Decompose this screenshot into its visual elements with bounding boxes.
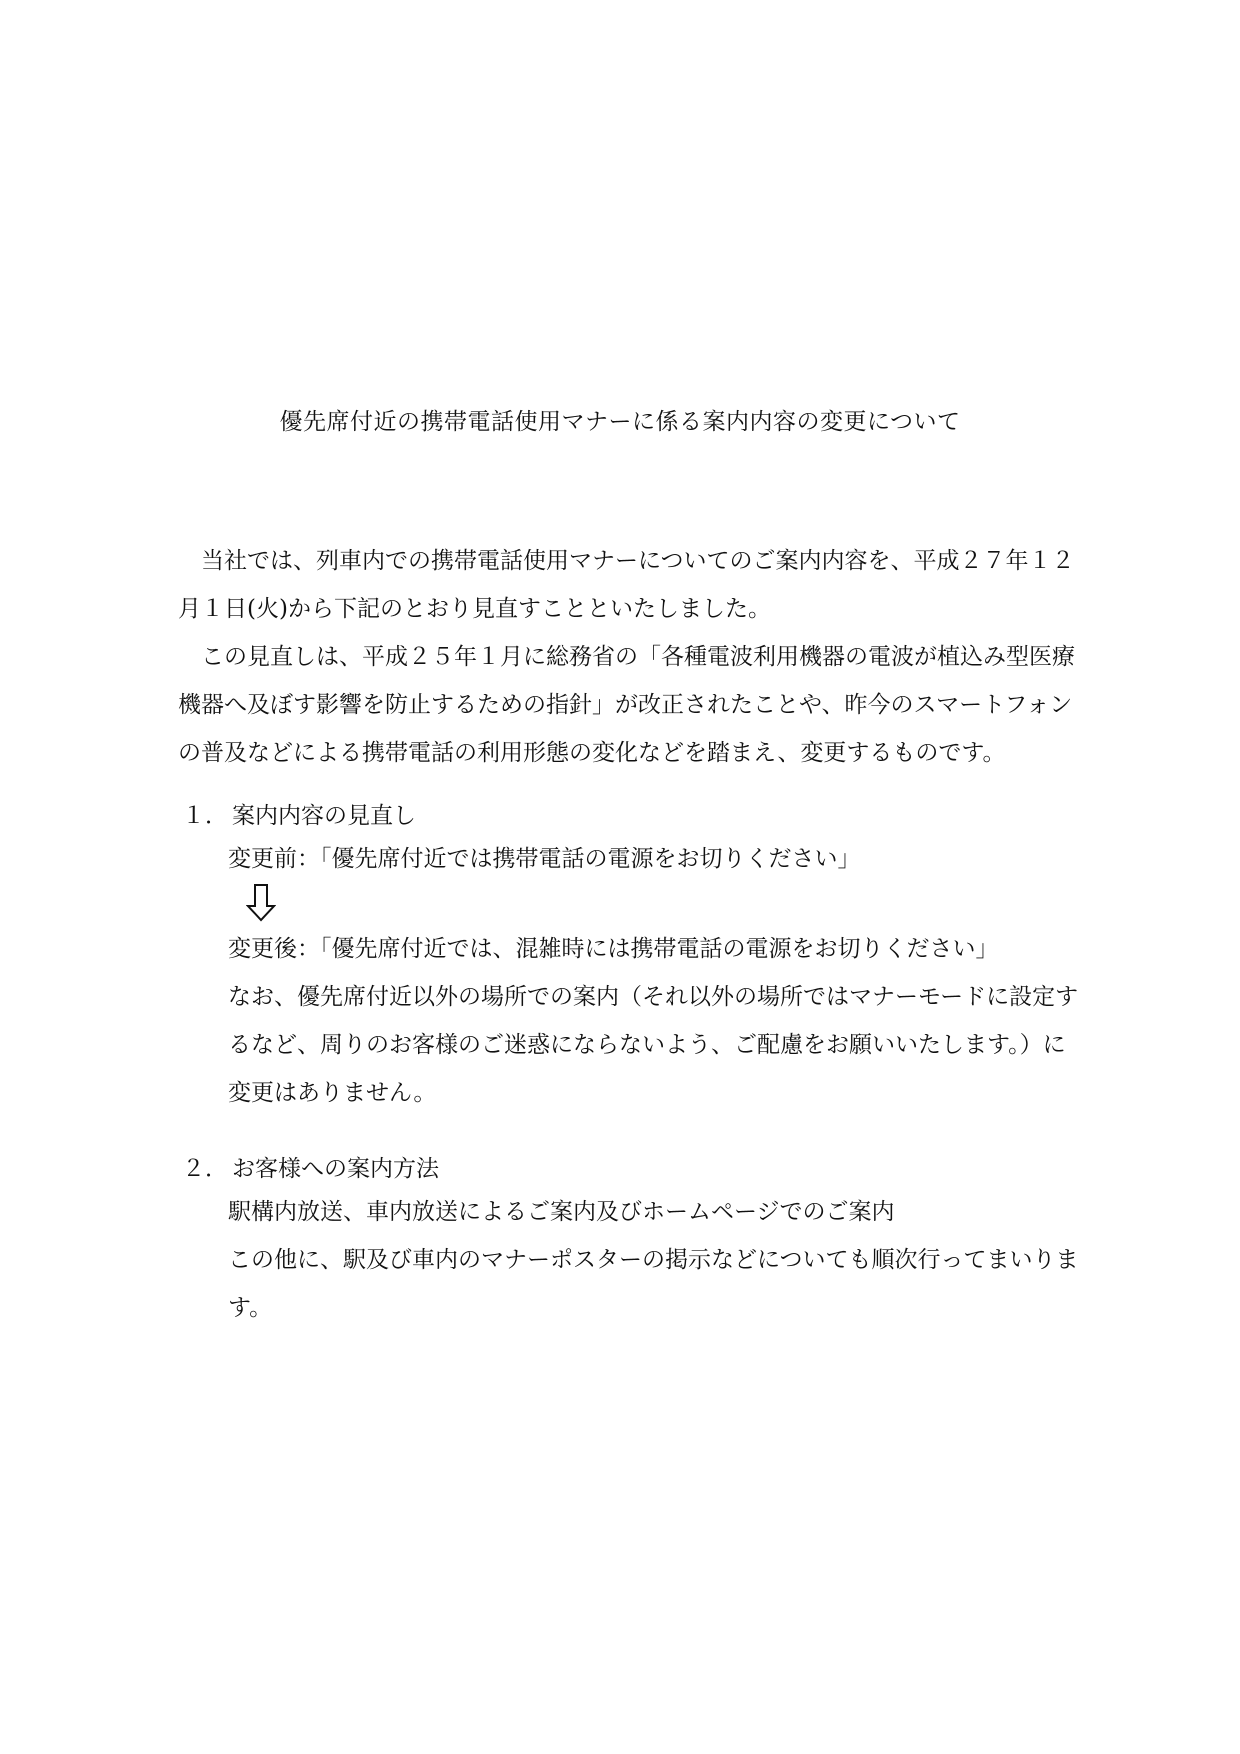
down-arrow-icon — [246, 884, 276, 922]
section-1-before — [228, 835, 1088, 883]
section-2-title: お客様への案内方法 — [232, 1156, 439, 1182]
section-2-number: ２． — [182, 1156, 228, 1182]
section-1-after — [228, 925, 1088, 1117]
document-title: 優先席付近の携帯電話使用マナーに係る案内内容の変更について — [279, 409, 961, 435]
section-1-number: １． — [182, 803, 228, 829]
section-2-line-2: この他に、駅及び車内のマナーポスターの掲示などについても順次行ってまいります。 — [228, 1247, 1079, 1321]
section-2-line-1: 駅構内放送、車内放送によるご案内及びホームページでのご案内 — [228, 1199, 895, 1225]
change-before-text: 変更前：「優先席付近では携帯電話の電源をお切りください」 — [228, 846, 861, 872]
section-1-note: なお、優先席付近以外の場所での案内（それ以外の場所ではマナーモードに設定するなど、周りのお客様のご迷惑にならないよう、ご配慮をお願いいたします。）に変更はありません。 — [228, 984, 1079, 1106]
intro-paragraph-1: 当社では、列車内での携帯電話使用マナーについてのご案内内容を、平成２７年１２月１日(火)から下記のとおり見直すことといたしました。 — [178, 548, 1075, 622]
section-1-title: 案内内容の見直し — [232, 803, 416, 829]
intro-paragraph-2: この見直しは、平成２５年１月に総務省の「各種電波利用機器の電波が植込み型医療機器へ及ぼす影響を防止するための指針」が改正されたことや、昨今のスマートフォンの普及などによる携帯電話の利用形態の変化などを踏まえ、変更するものです。 — [178, 644, 1075, 766]
section-2-heading — [178, 1152, 439, 1186]
section-1-heading — [178, 799, 416, 833]
intro-text — [178, 537, 1084, 777]
change-after-text: 変更後：「優先席付近では、混雑時には携帯電話の電源をお切りください」 — [228, 936, 999, 962]
section-2-body — [228, 1188, 1088, 1332]
